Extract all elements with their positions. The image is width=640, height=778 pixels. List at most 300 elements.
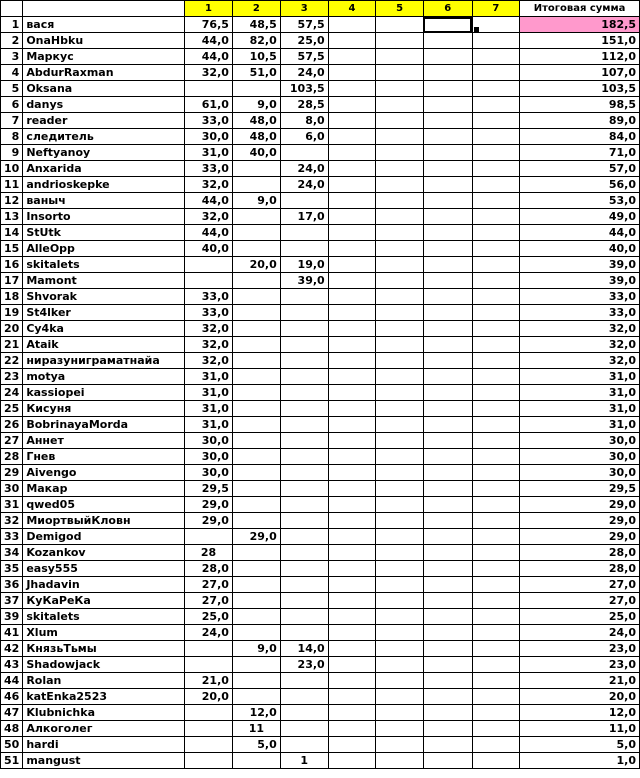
score-round-5[interactable] — [376, 577, 424, 593]
score-round-6[interactable] — [423, 193, 472, 209]
score-round-1[interactable]: 31,0 — [185, 417, 233, 433]
score-round-5[interactable] — [376, 513, 424, 529]
score-round-4[interactable] — [328, 305, 376, 321]
score-round-7[interactable] — [472, 177, 520, 193]
score-round-4[interactable] — [328, 497, 376, 513]
score-round-3[interactable] — [280, 737, 328, 753]
score-round-3[interactable] — [280, 721, 328, 737]
participant-name[interactable]: Гнев — [23, 449, 185, 465]
participant-name[interactable]: St4lker — [23, 305, 185, 321]
score-round-1[interactable]: 40,0 — [185, 241, 233, 257]
score-round-5[interactable] — [376, 273, 424, 289]
total-score[interactable]: 33,0 — [520, 289, 640, 305]
score-round-5[interactable] — [376, 209, 424, 225]
total-score[interactable]: 33,0 — [520, 305, 640, 321]
score-round-3[interactable] — [280, 401, 328, 417]
score-round-3[interactable] — [280, 577, 328, 593]
total-score[interactable]: 57,0 — [520, 161, 640, 177]
total-score[interactable]: 23,0 — [520, 641, 640, 657]
row-number[interactable]: 2 — [1, 33, 23, 49]
score-round-7[interactable] — [472, 417, 520, 433]
row-number[interactable]: 19 — [1, 305, 23, 321]
total-score[interactable]: 84,0 — [520, 129, 640, 145]
score-round-4[interactable] — [328, 129, 376, 145]
score-round-5[interactable] — [376, 305, 424, 321]
participant-name[interactable]: Oksana — [23, 81, 185, 97]
score-round-5[interactable] — [376, 353, 424, 369]
score-round-3[interactable]: 23,0 — [280, 657, 328, 673]
participant-name[interactable]: motya — [23, 369, 185, 385]
total-score[interactable]: 11,0 — [520, 721, 640, 737]
score-round-1[interactable]: 31,0 — [185, 369, 233, 385]
score-round-5[interactable] — [376, 337, 424, 353]
score-round-2[interactable]: 82,0 — [232, 33, 280, 49]
score-round-5[interactable] — [376, 289, 424, 305]
row-number[interactable]: 7 — [1, 113, 23, 129]
score-round-3[interactable] — [280, 689, 328, 705]
score-round-4[interactable] — [328, 321, 376, 337]
row-number[interactable]: 5 — [1, 81, 23, 97]
score-round-4[interactable] — [328, 417, 376, 433]
score-round-7[interactable] — [472, 17, 520, 33]
participant-name[interactable]: AlleOpp — [23, 241, 185, 257]
score-round-2[interactable]: 9,0 — [232, 97, 280, 113]
score-round-1[interactable]: 29,5 — [185, 481, 233, 497]
score-round-3[interactable]: 17,0 — [280, 209, 328, 225]
score-round-1[interactable] — [185, 737, 233, 753]
score-round-7[interactable] — [472, 289, 520, 305]
score-round-4[interactable] — [328, 225, 376, 241]
score-round-6[interactable] — [423, 337, 472, 353]
score-round-3[interactable]: 25,0 — [280, 33, 328, 49]
score-round-5[interactable] — [376, 753, 424, 769]
score-round-4[interactable] — [328, 561, 376, 577]
score-round-7[interactable] — [472, 305, 520, 321]
score-round-3[interactable]: 6,0 — [280, 129, 328, 145]
total-score[interactable]: 39,0 — [520, 273, 640, 289]
score-round-6[interactable] — [423, 417, 472, 433]
score-round-7[interactable] — [472, 369, 520, 385]
participant-name[interactable]: Кисуня — [23, 401, 185, 417]
score-round-7[interactable] — [472, 481, 520, 497]
score-round-4[interactable] — [328, 49, 376, 65]
score-round-1[interactable]: 32,0 — [185, 209, 233, 225]
score-round-2[interactable] — [232, 177, 280, 193]
score-round-6[interactable] — [423, 81, 472, 97]
score-round-4[interactable] — [328, 481, 376, 497]
score-round-6[interactable] — [423, 721, 472, 737]
selected-cell[interactable] — [423, 17, 472, 33]
row-number[interactable]: 30 — [1, 481, 23, 497]
score-round-3[interactable] — [280, 193, 328, 209]
score-round-7[interactable] — [472, 241, 520, 257]
participant-name[interactable]: Insorto — [23, 209, 185, 225]
round-header-2[interactable]: 2 — [232, 1, 280, 17]
score-round-7[interactable] — [472, 545, 520, 561]
score-round-5[interactable] — [376, 193, 424, 209]
score-round-7[interactable] — [472, 529, 520, 545]
score-round-1[interactable] — [185, 657, 233, 673]
score-round-6[interactable] — [423, 289, 472, 305]
score-round-7[interactable] — [472, 513, 520, 529]
total-score[interactable]: 49,0 — [520, 209, 640, 225]
score-round-3[interactable] — [280, 321, 328, 337]
score-round-6[interactable] — [423, 673, 472, 689]
score-round-2[interactable]: 5,0 — [232, 737, 280, 753]
row-number[interactable]: 28 — [1, 449, 23, 465]
score-round-4[interactable] — [328, 161, 376, 177]
total-score[interactable]: 32,0 — [520, 353, 640, 369]
score-round-7[interactable] — [472, 577, 520, 593]
total-score[interactable]: 40,0 — [520, 241, 640, 257]
total-score[interactable]: 98,5 — [520, 97, 640, 113]
score-round-4[interactable] — [328, 113, 376, 129]
participant-name[interactable]: Anxarida — [23, 161, 185, 177]
total-score[interactable]: 28,0 — [520, 545, 640, 561]
round-header-3[interactable]: 3 — [280, 1, 328, 17]
row-number[interactable]: 27 — [1, 433, 23, 449]
score-round-7[interactable] — [472, 593, 520, 609]
score-round-4[interactable] — [328, 401, 376, 417]
score-round-5[interactable] — [376, 369, 424, 385]
score-round-1[interactable]: 32,0 — [185, 353, 233, 369]
participant-name[interactable]: ваныч — [23, 193, 185, 209]
participant-name[interactable]: КуКаРеКа — [23, 593, 185, 609]
score-round-2[interactable] — [232, 385, 280, 401]
participant-name[interactable]: Алкоголег — [23, 721, 185, 737]
score-round-3[interactable]: 57,5 — [280, 49, 328, 65]
score-round-7[interactable] — [472, 737, 520, 753]
total-score[interactable]: 27,0 — [520, 577, 640, 593]
score-round-6[interactable] — [423, 433, 472, 449]
score-round-5[interactable] — [376, 177, 424, 193]
score-round-3[interactable] — [280, 529, 328, 545]
row-number[interactable]: 3 — [1, 49, 23, 65]
row-number[interactable]: 26 — [1, 417, 23, 433]
score-round-2[interactable] — [232, 513, 280, 529]
score-round-5[interactable] — [376, 721, 424, 737]
score-round-2[interactable] — [232, 161, 280, 177]
score-round-4[interactable] — [328, 737, 376, 753]
participant-name[interactable]: OnaHbku — [23, 33, 185, 49]
score-round-7[interactable] — [472, 193, 520, 209]
score-round-5[interactable] — [376, 625, 424, 641]
score-round-2[interactable] — [232, 353, 280, 369]
score-round-7[interactable] — [472, 561, 520, 577]
score-round-6[interactable] — [423, 353, 472, 369]
score-round-3[interactable] — [280, 337, 328, 353]
participant-name[interactable]: Rolan — [23, 673, 185, 689]
score-round-7[interactable] — [472, 705, 520, 721]
score-round-3[interactable] — [280, 497, 328, 513]
participant-name[interactable]: Shvorak — [23, 289, 185, 305]
row-number[interactable]: 23 — [1, 369, 23, 385]
score-round-4[interactable] — [328, 257, 376, 273]
row-number[interactable]: 42 — [1, 641, 23, 657]
score-round-1[interactable]: 33,0 — [185, 289, 233, 305]
score-round-3[interactable] — [280, 353, 328, 369]
round-header-6[interactable]: 6 — [423, 1, 472, 17]
total-score[interactable]: 71,0 — [520, 145, 640, 161]
score-round-5[interactable] — [376, 449, 424, 465]
score-round-4[interactable] — [328, 209, 376, 225]
score-round-3[interactable] — [280, 545, 328, 561]
score-round-4[interactable] — [328, 753, 376, 769]
score-round-4[interactable] — [328, 33, 376, 49]
participant-name[interactable]: КнязьТьмы — [23, 641, 185, 657]
score-round-2[interactable]: 48,0 — [232, 129, 280, 145]
row-number[interactable]: 47 — [1, 705, 23, 721]
score-round-3[interactable]: 8,0 — [280, 113, 328, 129]
score-round-3[interactable] — [280, 449, 328, 465]
participant-name[interactable]: Aivengo — [23, 465, 185, 481]
score-round-3[interactable] — [280, 625, 328, 641]
participant-name[interactable]: Xlum — [23, 625, 185, 641]
score-round-5[interactable] — [376, 561, 424, 577]
score-round-3[interactable]: 24,0 — [280, 65, 328, 81]
total-score[interactable]: 5,0 — [520, 737, 640, 753]
score-round-3[interactable]: 28,5 — [280, 97, 328, 113]
score-round-1[interactable]: 20,0 — [185, 689, 233, 705]
score-round-2[interactable]: 48,0 — [232, 113, 280, 129]
score-round-3[interactable] — [280, 417, 328, 433]
row-number[interactable]: 50 — [1, 737, 23, 753]
participant-name[interactable]: Jhadavin — [23, 577, 185, 593]
score-round-6[interactable] — [423, 625, 472, 641]
score-round-2[interactable] — [232, 417, 280, 433]
score-round-7[interactable] — [472, 225, 520, 241]
score-round-6[interactable] — [423, 209, 472, 225]
score-round-3[interactable] — [280, 561, 328, 577]
score-round-4[interactable] — [328, 641, 376, 657]
participant-name[interactable]: mangust — [23, 753, 185, 769]
score-round-2[interactable]: 20,0 — [232, 257, 280, 273]
score-round-6[interactable] — [423, 257, 472, 273]
score-round-7[interactable] — [472, 497, 520, 513]
score-round-6[interactable] — [423, 385, 472, 401]
score-round-6[interactable] — [423, 369, 472, 385]
score-round-2[interactable] — [232, 401, 280, 417]
participant-name[interactable]: AbdurRaxman — [23, 65, 185, 81]
score-round-4[interactable] — [328, 385, 376, 401]
total-score[interactable]: 29,5 — [520, 481, 640, 497]
total-score[interactable]: 107,0 — [520, 65, 640, 81]
total-score[interactable]: 30,0 — [520, 449, 640, 465]
score-round-5[interactable] — [376, 33, 424, 49]
score-round-3[interactable]: 103,5 — [280, 81, 328, 97]
participant-name[interactable]: Cy4ka — [23, 321, 185, 337]
score-round-6[interactable] — [423, 545, 472, 561]
total-score[interactable]: 29,0 — [520, 497, 640, 513]
score-round-1[interactable]: 25,0 — [185, 609, 233, 625]
score-round-6[interactable] — [423, 113, 472, 129]
score-round-5[interactable] — [376, 113, 424, 129]
score-round-2[interactable] — [232, 337, 280, 353]
total-score[interactable]: 25,0 — [520, 609, 640, 625]
score-round-7[interactable] — [472, 257, 520, 273]
total-score[interactable]: 31,0 — [520, 401, 640, 417]
participant-name[interactable]: Макар — [23, 481, 185, 497]
participant-name[interactable]: Demigod — [23, 529, 185, 545]
score-round-1[interactable]: 28 — [185, 545, 233, 561]
total-score[interactable]: 29,0 — [520, 513, 640, 529]
score-round-5[interactable] — [376, 529, 424, 545]
score-round-6[interactable] — [423, 561, 472, 577]
total-score[interactable]: 29,0 — [520, 529, 640, 545]
score-round-2[interactable] — [232, 321, 280, 337]
score-round-6[interactable] — [423, 401, 472, 417]
row-number[interactable]: 32 — [1, 513, 23, 529]
score-round-7[interactable] — [472, 465, 520, 481]
score-round-5[interactable] — [376, 641, 424, 657]
score-round-5[interactable] — [376, 545, 424, 561]
score-round-7[interactable] — [472, 689, 520, 705]
row-number[interactable]: 31 — [1, 497, 23, 513]
score-round-1[interactable]: 24,0 — [185, 625, 233, 641]
score-round-4[interactable] — [328, 705, 376, 721]
participant-name[interactable]: skitalets — [23, 257, 185, 273]
score-round-3[interactable] — [280, 145, 328, 161]
score-round-6[interactable] — [423, 321, 472, 337]
total-score[interactable]: 1,0 — [520, 753, 640, 769]
score-round-1[interactable]: 30,0 — [185, 433, 233, 449]
score-round-2[interactable]: 40,0 — [232, 145, 280, 161]
participant-name[interactable]: StUtk — [23, 225, 185, 241]
score-round-5[interactable] — [376, 497, 424, 513]
score-round-1[interactable]: 44,0 — [185, 49, 233, 65]
row-number[interactable]: 4 — [1, 65, 23, 81]
score-round-7[interactable] — [472, 65, 520, 81]
score-round-7[interactable] — [472, 145, 520, 161]
score-round-1[interactable]: 30,0 — [185, 465, 233, 481]
row-number[interactable]: 22 — [1, 353, 23, 369]
score-round-6[interactable] — [423, 577, 472, 593]
participant-name[interactable]: Аннет — [23, 433, 185, 449]
score-round-4[interactable] — [328, 673, 376, 689]
round-header-5[interactable]: 5 — [376, 1, 424, 17]
score-round-2[interactable] — [232, 561, 280, 577]
score-round-7[interactable] — [472, 33, 520, 49]
row-number[interactable]: 9 — [1, 145, 23, 161]
score-round-5[interactable] — [376, 689, 424, 705]
score-round-6[interactable] — [423, 161, 472, 177]
score-round-6[interactable] — [423, 65, 472, 81]
total-score[interactable]: 31,0 — [520, 417, 640, 433]
score-round-2[interactable] — [232, 609, 280, 625]
score-round-3[interactable]: 57,5 — [280, 17, 328, 33]
score-round-1[interactable]: 29,0 — [185, 513, 233, 529]
score-round-6[interactable] — [423, 305, 472, 321]
score-round-5[interactable] — [376, 609, 424, 625]
score-round-1[interactable]: 32,0 — [185, 321, 233, 337]
score-round-4[interactable] — [328, 545, 376, 561]
row-number[interactable]: 8 — [1, 129, 23, 145]
score-round-5[interactable] — [376, 465, 424, 481]
score-round-2[interactable] — [232, 689, 280, 705]
score-round-3[interactable] — [280, 225, 328, 241]
score-round-1[interactable]: 27,0 — [185, 577, 233, 593]
participant-name[interactable]: BobrinayaMorda — [23, 417, 185, 433]
row-number[interactable]: 29 — [1, 465, 23, 481]
score-round-5[interactable] — [376, 65, 424, 81]
score-round-6[interactable] — [423, 513, 472, 529]
score-round-3[interactable] — [280, 433, 328, 449]
row-number[interactable]: 39 — [1, 609, 23, 625]
participant-name[interactable]: reader — [23, 113, 185, 129]
corner-cell[interactable] — [1, 1, 23, 17]
round-header-7[interactable]: 7 — [472, 1, 520, 17]
score-round-4[interactable] — [328, 97, 376, 113]
total-score[interactable]: 31,0 — [520, 369, 640, 385]
row-number[interactable]: 10 — [1, 161, 23, 177]
score-round-4[interactable] — [328, 513, 376, 529]
total-score[interactable]: 20,0 — [520, 689, 640, 705]
score-round-1[interactable]: 32,0 — [185, 337, 233, 353]
score-round-2[interactable]: 12,0 — [232, 705, 280, 721]
score-round-5[interactable] — [376, 49, 424, 65]
score-round-3[interactable]: 39,0 — [280, 273, 328, 289]
row-number[interactable]: 46 — [1, 689, 23, 705]
row-number[interactable]: 12 — [1, 193, 23, 209]
score-round-2[interactable] — [232, 369, 280, 385]
score-round-7[interactable] — [472, 129, 520, 145]
total-score[interactable]: 32,0 — [520, 321, 640, 337]
score-round-7[interactable] — [472, 625, 520, 641]
score-round-3[interactable] — [280, 369, 328, 385]
row-number[interactable]: 1 — [1, 17, 23, 33]
total-score[interactable]: 53,0 — [520, 193, 640, 209]
total-score[interactable]: 89,0 — [520, 113, 640, 129]
score-round-6[interactable] — [423, 177, 472, 193]
score-round-3[interactable]: 19,0 — [280, 257, 328, 273]
participant-name[interactable]: qwed05 — [23, 497, 185, 513]
score-round-1[interactable]: 21,0 — [185, 673, 233, 689]
score-round-5[interactable] — [376, 401, 424, 417]
score-round-7[interactable] — [472, 353, 520, 369]
row-number[interactable]: 41 — [1, 625, 23, 641]
participant-name[interactable]: Klubnichka — [23, 705, 185, 721]
score-round-7[interactable] — [472, 433, 520, 449]
total-score[interactable]: 27,0 — [520, 593, 640, 609]
score-round-4[interactable] — [328, 593, 376, 609]
score-round-2[interactable] — [232, 449, 280, 465]
score-round-7[interactable] — [472, 209, 520, 225]
score-round-7[interactable] — [472, 321, 520, 337]
score-round-2[interactable] — [232, 273, 280, 289]
row-number[interactable]: 14 — [1, 225, 23, 241]
score-round-3[interactable] — [280, 465, 328, 481]
score-round-4[interactable] — [328, 177, 376, 193]
score-round-6[interactable] — [423, 737, 472, 753]
score-round-3[interactable] — [280, 593, 328, 609]
total-header[interactable]: Итоговая сумма — [520, 1, 640, 17]
score-round-4[interactable] — [328, 353, 376, 369]
score-round-6[interactable] — [423, 529, 472, 545]
row-number[interactable]: 15 — [1, 241, 23, 257]
total-score[interactable]: 182,5 — [520, 17, 640, 33]
score-round-7[interactable] — [472, 49, 520, 65]
score-round-2[interactable] — [232, 209, 280, 225]
row-number[interactable]: 11 — [1, 177, 23, 193]
score-round-2[interactable] — [232, 753, 280, 769]
score-round-4[interactable] — [328, 433, 376, 449]
score-round-6[interactable] — [423, 705, 472, 721]
total-score[interactable]: 21,0 — [520, 673, 640, 689]
score-round-6[interactable] — [423, 481, 472, 497]
score-round-1[interactable]: 31,0 — [185, 145, 233, 161]
score-round-2[interactable] — [232, 577, 280, 593]
score-round-5[interactable] — [376, 433, 424, 449]
